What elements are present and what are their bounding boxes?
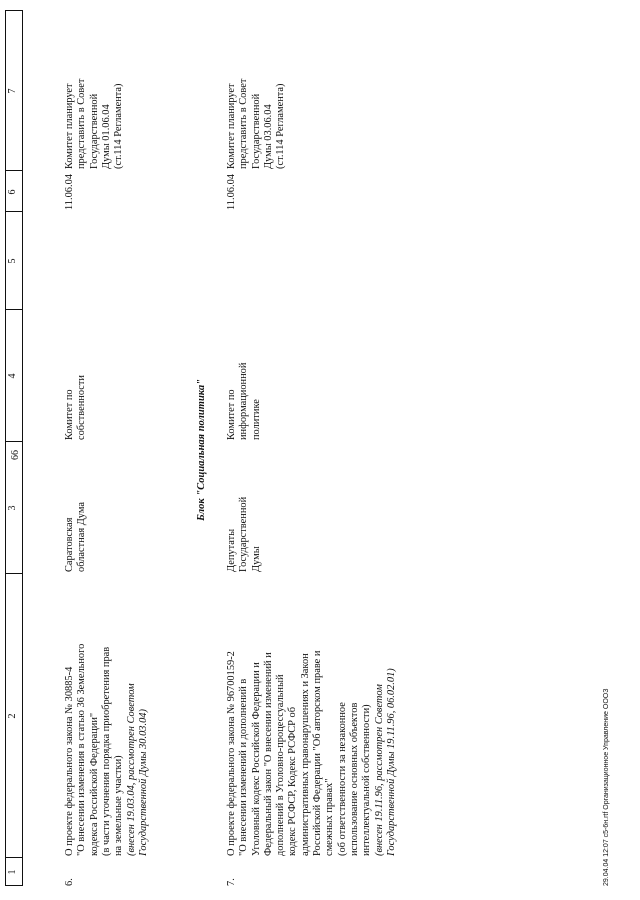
section-title: Блок "Социальная политика" <box>196 379 207 521</box>
column-header: 5 <box>7 258 18 264</box>
row-status: Комитет планирует представить в Совет Государственной Думы 01.06.04 (ст.114 Регламента) <box>64 78 125 169</box>
col-divider <box>5 441 23 442</box>
col-divider <box>5 309 23 310</box>
header-top-rule <box>5 10 6 886</box>
col-divider <box>5 211 23 212</box>
row-date: 11.06.04 <box>226 174 237 210</box>
column-header: 1 <box>7 869 18 875</box>
col-divider <box>5 10 23 11</box>
row-note: (внесен 19.03.04, рассмотрен Советом Государственной Думы 30.03.04) <box>126 683 150 856</box>
column-header: 4 <box>7 373 18 379</box>
row-number: 6. <box>64 878 75 886</box>
row-committee: Комитет по информационной политике <box>226 362 262 440</box>
col-divider <box>5 170 23 171</box>
row-status: Комитет планирует представить в Совет Государственной Думы 03.06.04 (ст.114 Регламента) <box>226 78 287 169</box>
row-number: 7. <box>226 878 237 886</box>
row-committee: Комитет по собственности <box>64 375 88 440</box>
header-bottom-rule <box>22 10 23 886</box>
column-header: 6 <box>7 189 18 195</box>
row-initiator: Саратовская областная Дума <box>64 502 88 572</box>
col-divider <box>5 573 23 574</box>
document-footer: 29.04.04 12:07 с5-6н.rtf Организационное Управление ОООЗ <box>603 688 610 886</box>
column-header: 7 <box>7 88 18 94</box>
row-initiator: Депутаты Государственной Думы <box>226 496 262 572</box>
row-description: О проекте федерального закона № 96700159-2 "О внесении изменений и дополнений в Уголовный кодекс Российской Федерации и Федеральный закон "О внесении изменений и дополнений в Уголовно-процессуальный кодекс РСФСР, Кодекс РСФСР об административных правонарушениях и Закон Российской Федерации "Об авторском праве и смежных правах" (об ответственности за незаконное использование основных объектов интеллектуальной собственности) <box>226 650 373 856</box>
row-description: О проекте федерального закона № 30885-4 "О внесении изменения в статью 36 Земельного кодекса Российской Федерации" (в части уточнения порядка приобретения прав на земельные участки) <box>64 643 125 856</box>
page-number: 66 <box>10 450 21 460</box>
column-header: 2 <box>7 713 18 719</box>
row-note: (внесен 19.11.96, рассмотрен Советом Государственной Думы 19.11.96, 06.02.01) <box>374 668 398 856</box>
row-date: 11.06.04 <box>64 174 75 210</box>
column-header: 3 <box>7 505 18 511</box>
